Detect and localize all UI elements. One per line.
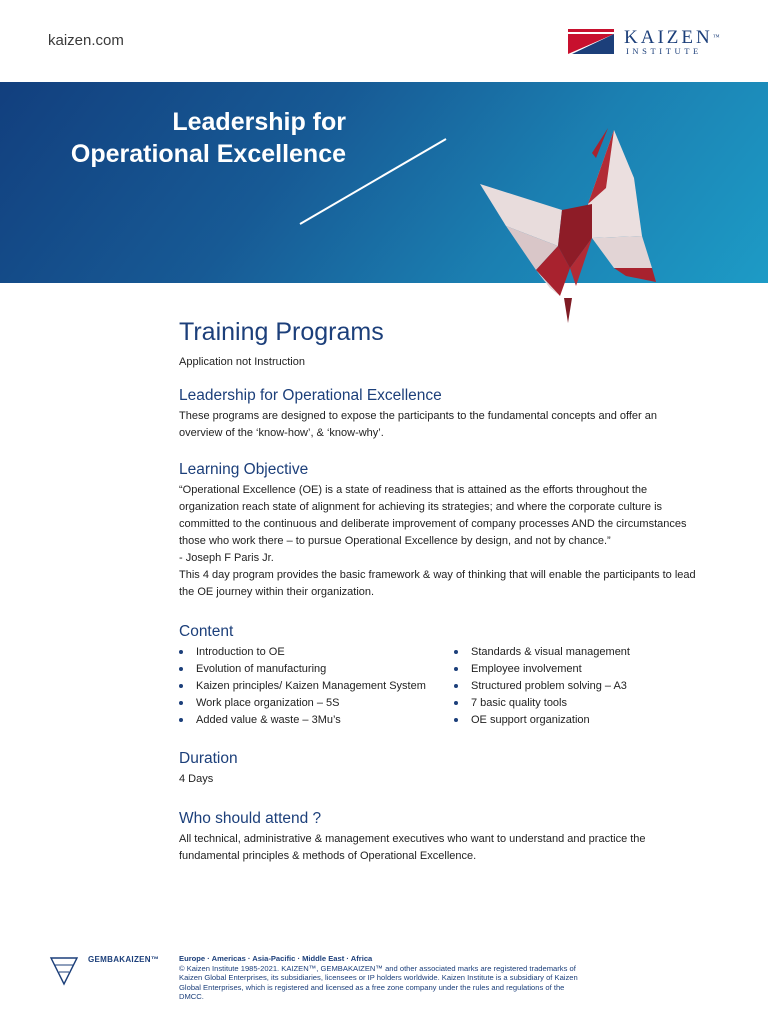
site-url[interactable]: kaizen.com — [48, 32, 124, 49]
footer-brand: GEMBAKAIZEN™ — [88, 955, 160, 964]
attend-text: All technical, administrative & management executives who want to understand and practice the fundamental principles & methods of Operational Excellence. — [179, 833, 646, 862]
list-item: Structured problem solving – A3 — [454, 678, 630, 695]
list-item: Added value & waste – 3Mu’s — [179, 712, 426, 729]
objective-attribution: - Joseph F Paris Jr. — [179, 552, 274, 564]
list-item: Kaizen principles/ Kaizen Management System — [179, 678, 426, 695]
list-item: 7 basic quality tools — [454, 695, 630, 712]
section-duration — [179, 749, 699, 788]
section-learning-objective — [179, 460, 699, 601]
footer-text — [179, 954, 579, 1002]
kaizen-institute-logo[interactable] — [568, 28, 736, 58]
list-item: OE support organization — [454, 712, 630, 729]
duration-text: 4 Days — [179, 773, 214, 785]
list-item: Introduction to OE — [179, 644, 426, 661]
footer-regions: Europe · Americas · Asia-Pacific · Middle East · Africa — [179, 954, 373, 963]
section-heading-objective: Learning Objective — [179, 461, 309, 478]
kaizen-flag-logo-icon — [568, 29, 614, 54]
section-heading-leadership: Leadership for Operational Excellence — [179, 387, 442, 404]
list-item: Standards & visual management — [454, 644, 630, 661]
section-leadership — [179, 386, 699, 442]
origami-butterfly-icon — [466, 118, 666, 330]
section-content — [179, 622, 699, 734]
logo-subtitle: INSTITUTE — [626, 46, 702, 56]
leadership-text: These programs are designed to expose the participants to the fundamental concepts and offer an overview of the ‘know-how’, & ‘know-why’. — [179, 410, 657, 439]
content-list-left — [179, 644, 426, 729]
objective-text: This 4 day program provides the basic framework & way of thinking that will enable the participants to lead the OE journey within their organization. — [179, 569, 696, 598]
section-heading-content: Content — [179, 623, 234, 640]
page-title: Training Programs — [179, 318, 384, 346]
banner-title-line1: Leadership for — [172, 108, 346, 136]
content-list-right — [454, 644, 630, 729]
section-who-should-attend — [179, 809, 699, 865]
list-item: Evolution of manufacturing — [179, 661, 426, 678]
banner-title-line2: Operational Excellence — [70, 140, 346, 168]
section-heading-duration: Duration — [179, 750, 238, 767]
list-item: Work place organization – 5S — [179, 695, 426, 712]
main-content — [179, 316, 719, 862]
logo-trademark: ™ — [712, 33, 720, 41]
list-item: Employee involvement — [454, 661, 630, 678]
page-tagline: Application not Instruction — [179, 356, 305, 368]
content-columns — [179, 644, 699, 734]
section-heading-attend: Who should attend ? — [179, 810, 322, 827]
gembakaizen-triangle-logo-icon — [49, 956, 79, 986]
footer-legal: © Kaizen Institute 1985-2021. KAIZEN™, GEMBAKAIZEN™ and other associated marks are registered trademarks of Kaizen Global Enterprises, its subsidiaries, licensees or IP holders worldwide. Kaizen Institute is a subsidiary of Kaizen Global Enterprises, which is registered and licensed as a free zone company under the rules and regulations of the DMCC. — [179, 963, 578, 1002]
logo-wordmark: KAIZEN — [624, 27, 713, 48]
objective-quote: “Operational Excellence (OE) is a state of readiness that is attained as the efforts throughout the organization reach state of alignment for achieving its strategies; and where the corporate culture is committed to the continuous and deliberate improvement of company processes AND the circumstances those who work there – to pursue Operational Excellence by design, and not by chance.” — [179, 484, 687, 547]
